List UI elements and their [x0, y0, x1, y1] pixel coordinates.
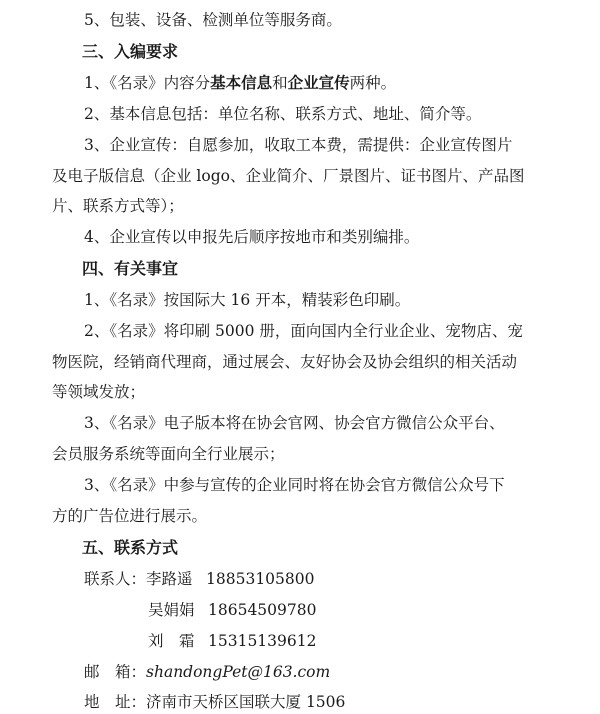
matter-item-3b-line-2: 方的广告位进行展示。 — [52, 507, 208, 525]
contact-name: 李路遥 — [146, 570, 193, 588]
address-label: 地 址： — [84, 693, 147, 711]
requirement-item-2: 2、基本信息包括：单位名称、联系方式、地址、简介等。 — [84, 105, 482, 123]
email-address: shandongPet@163.com — [146, 663, 331, 681]
address-row — [0, 691, 600, 713]
contact-row-2 — [0, 599, 600, 621]
matter-item-3b-line-1: 3、《名录》中参与宣传的企业同时将在协会官方微信公众号下 — [84, 476, 505, 494]
requirement-item-3-line-1: 3、企业宣传：自愿参加，收取工本费，需提供：企业宣传图片 — [84, 136, 513, 154]
matter-item-2-line-1: 2、《名录》将印刷 5000 册，面向国内全行业企业、宠物店、宠 — [84, 322, 523, 340]
matter-item-3a-line-1: 3、《名录》电子版本将在协会官网、协会官方微信公众平台、 — [84, 414, 505, 432]
contact-row-3 — [0, 630, 600, 652]
contact-row-1 — [0, 568, 600, 590]
requirement-item-3-line-2: 及电子版信息（企业 logo、企业简介、厂景图片、证书图片、产品图 — [52, 167, 525, 185]
email-label: 邮 箱： — [84, 663, 147, 681]
requirement-item-1: 1、《名录》内容分基本信息和企业宣传两种。 — [84, 74, 397, 92]
contact-name: 吴娟娟 — [148, 601, 195, 619]
contact-phone: 18654509780 — [208, 601, 317, 619]
requirement-item-3-line-3: 片、联系方式等）； — [52, 197, 184, 215]
contact-name: 刘 霜 — [148, 632, 195, 650]
email-row — [0, 661, 600, 683]
contact-phone: 18853105800 — [206, 570, 315, 588]
matter-item-1: 1、《名录》按国际大 16 开本，精装彩色印刷。 — [84, 291, 411, 309]
contact-phone: 15315139612 — [208, 632, 317, 650]
matter-item-3a-line-2: 会员服务系统等面向全行业展示； — [52, 445, 285, 463]
matter-item-2-line-3: 等领域发放； — [52, 383, 146, 401]
address-value: 济南市天桥区国联大厦 1506 — [146, 693, 346, 711]
matter-item-2-line-2: 物医院，经销商代理商，通过展会、友好协会及协会组织的相关活动 — [52, 353, 518, 371]
section-heading-requirements: 三、入编要求 — [82, 42, 179, 61]
section-heading-contact: 五、联系方式 — [82, 538, 179, 557]
service-item-5: 5、包装、设备、检测单位等服务商。 — [84, 11, 342, 29]
requirement-item-4: 4、企业宣传以申报先后顺序按地市和类别编排。 — [84, 228, 420, 246]
contact-label: 联系人： — [84, 570, 147, 588]
section-heading-matters: 四、有关事宜 — [82, 259, 179, 278]
